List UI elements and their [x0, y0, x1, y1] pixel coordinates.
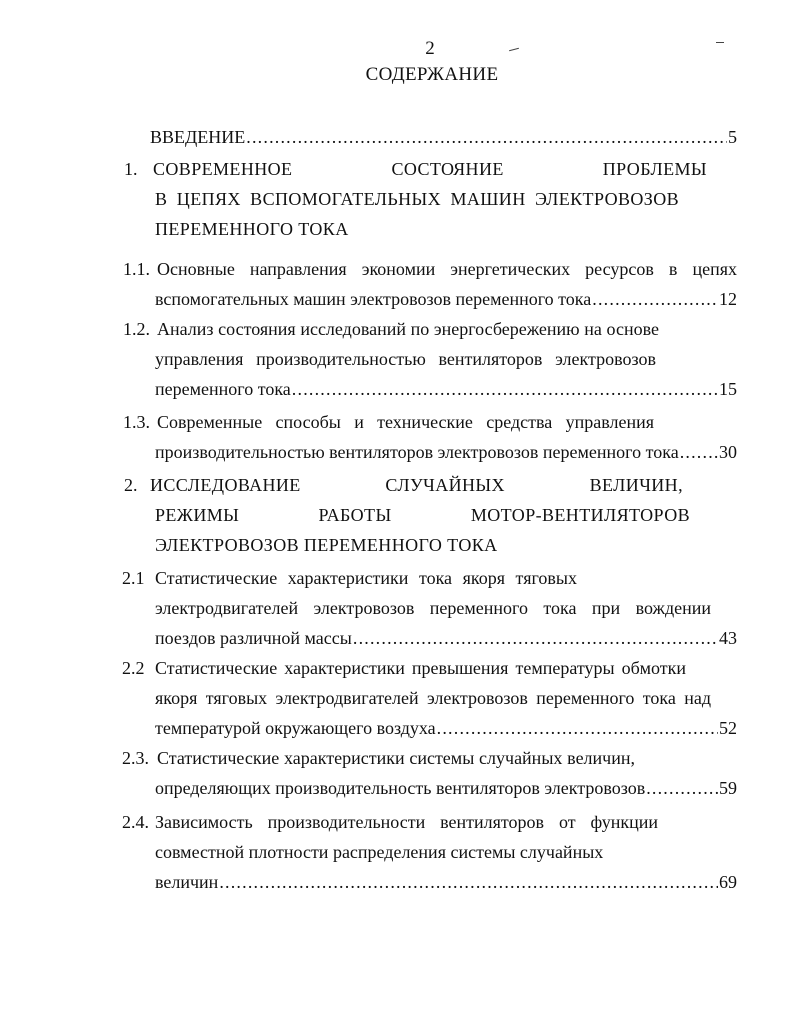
toc-s2-2-page: 52 — [719, 718, 737, 738]
toc-s1-3-number: 1.3. — [123, 412, 150, 432]
toc-entry-intro — [150, 125, 737, 149]
toc-leader — [646, 776, 718, 800]
toc-s2-2-line-1: Статистические характеристики превышения температуры обмотки — [155, 658, 686, 678]
toc-leader — [292, 377, 718, 401]
toc-s2-3-number: 2.3. — [122, 748, 149, 768]
toc-s2-4-line-3 — [155, 870, 737, 894]
toc-s2-3-line-1: Статистические характеристики системы случайных величин, — [157, 748, 635, 768]
toc-s1-2-page: 15 — [719, 379, 737, 399]
toc-ch2-number: 2. — [124, 475, 138, 495]
toc-s2-1-number: 2.1 — [122, 568, 145, 588]
toc-leader — [680, 440, 718, 464]
toc-s1-3-line-1: Современные способы и технические средства управления — [157, 412, 654, 432]
toc-intro-label: ВВЕДЕНИЕ — [150, 127, 246, 147]
toc-s2-2-line-2: якоря тяговых электродвигателей электровозов переменного тока над — [155, 688, 711, 708]
toc-s1-2-number: 1.2. — [123, 319, 150, 339]
toc-s1-3-line-2 — [155, 440, 737, 464]
toc-leader — [437, 716, 718, 740]
toc-ch1-line-1: СОВРЕМЕННОЕ СОСТОЯНИЕ ПРОБЛЕМЫ — [153, 159, 707, 179]
page-number: 2 — [425, 38, 435, 59]
toc-s1-2-line-2: управления производительностью вентиляторов электровозов — [155, 349, 656, 369]
toc-s1-1-text: вспомогательных машин электровозов переменного тока — [155, 289, 592, 309]
toc-ch2-line-2: РЕЖИМЫ РАБОТЫ МОТОР-ВЕНТИЛЯТОРОВ — [155, 505, 690, 525]
toc-s1-1-page: 12 — [719, 289, 737, 309]
toc-ch1-line-2: В ЦЕПЯХ ВСПОМОГАТЕЛЬНЫХ МАШИН ЭЛЕКТРОВОЗОВ — [155, 189, 679, 209]
toc-s2-1-text: поездов различной массы — [155, 628, 352, 648]
toc-s2-3-line-2 — [155, 776, 737, 800]
toc-leader — [246, 125, 727, 149]
toc-s1-1-number: 1.1. — [123, 259, 150, 279]
toc-s1-2-line-1: Анализ состояния исследований по энергосбережению на основе — [157, 319, 659, 339]
toc-ch1-number: 1. — [124, 159, 138, 179]
toc-s2-3-text: определяющих производительность вентиляторов электровозов — [155, 778, 646, 798]
toc-s2-2-text: температурой окружающего воздуха — [155, 718, 436, 738]
scan-mark — [716, 42, 724, 43]
toc-s1-3-page: 30 — [719, 442, 737, 462]
toc-s1-2-line-3 — [155, 377, 737, 401]
toc-s2-2-number: 2.2 — [122, 658, 145, 678]
toc-s2-3-page: 59 — [719, 778, 737, 798]
toc-s1-1-line-1: Основные направления экономии энергетических ресурсов в цепях — [157, 259, 737, 279]
toc-s2-2-line-3 — [155, 716, 737, 740]
toc-s2-4-page: 69 — [719, 872, 737, 892]
toc-s2-1-line-1: Статистические характеристики тока якоря тяговых — [155, 568, 577, 588]
toc-s2-4-line-1: Зависимость производительности вентиляторов от функции — [155, 812, 658, 832]
toc-s1-2-text: переменного тока — [155, 379, 291, 399]
contents-title: СОДЕРЖАНИЕ — [365, 64, 499, 85]
toc-s2-4-line-2: совместной плотности распределения системы случайных — [155, 842, 604, 862]
toc-s1-3-text: производительностью вентиляторов электровозов переменного тока — [155, 442, 679, 462]
toc-s2-1-line-3 — [155, 626, 737, 650]
toc-ch1-line-3: ПЕРЕМЕННОГО ТОКА — [155, 219, 349, 239]
toc-ch2-line-1: ИССЛЕДОВАНИЕ СЛУЧАЙНЫХ ВЕЛИЧИН, — [150, 475, 683, 495]
toc-leader — [219, 870, 718, 894]
toc-ch2-line-3: ЭЛЕКТРОВОЗОВ ПЕРЕМЕННОГО ТОКА — [155, 535, 498, 555]
toc-leader — [353, 626, 718, 650]
toc-leader — [592, 287, 718, 311]
toc-s1-1-line-2 — [155, 287, 737, 311]
toc-intro-page: 5 — [728, 127, 737, 147]
toc-s2-1-page: 43 — [719, 628, 737, 648]
toc-s2-4-number: 2.4. — [122, 812, 149, 832]
toc-s2-4-text: величин — [155, 872, 219, 892]
toc-s2-1-line-2: электродвигателей электровозов переменного тока при вождении — [155, 598, 711, 618]
